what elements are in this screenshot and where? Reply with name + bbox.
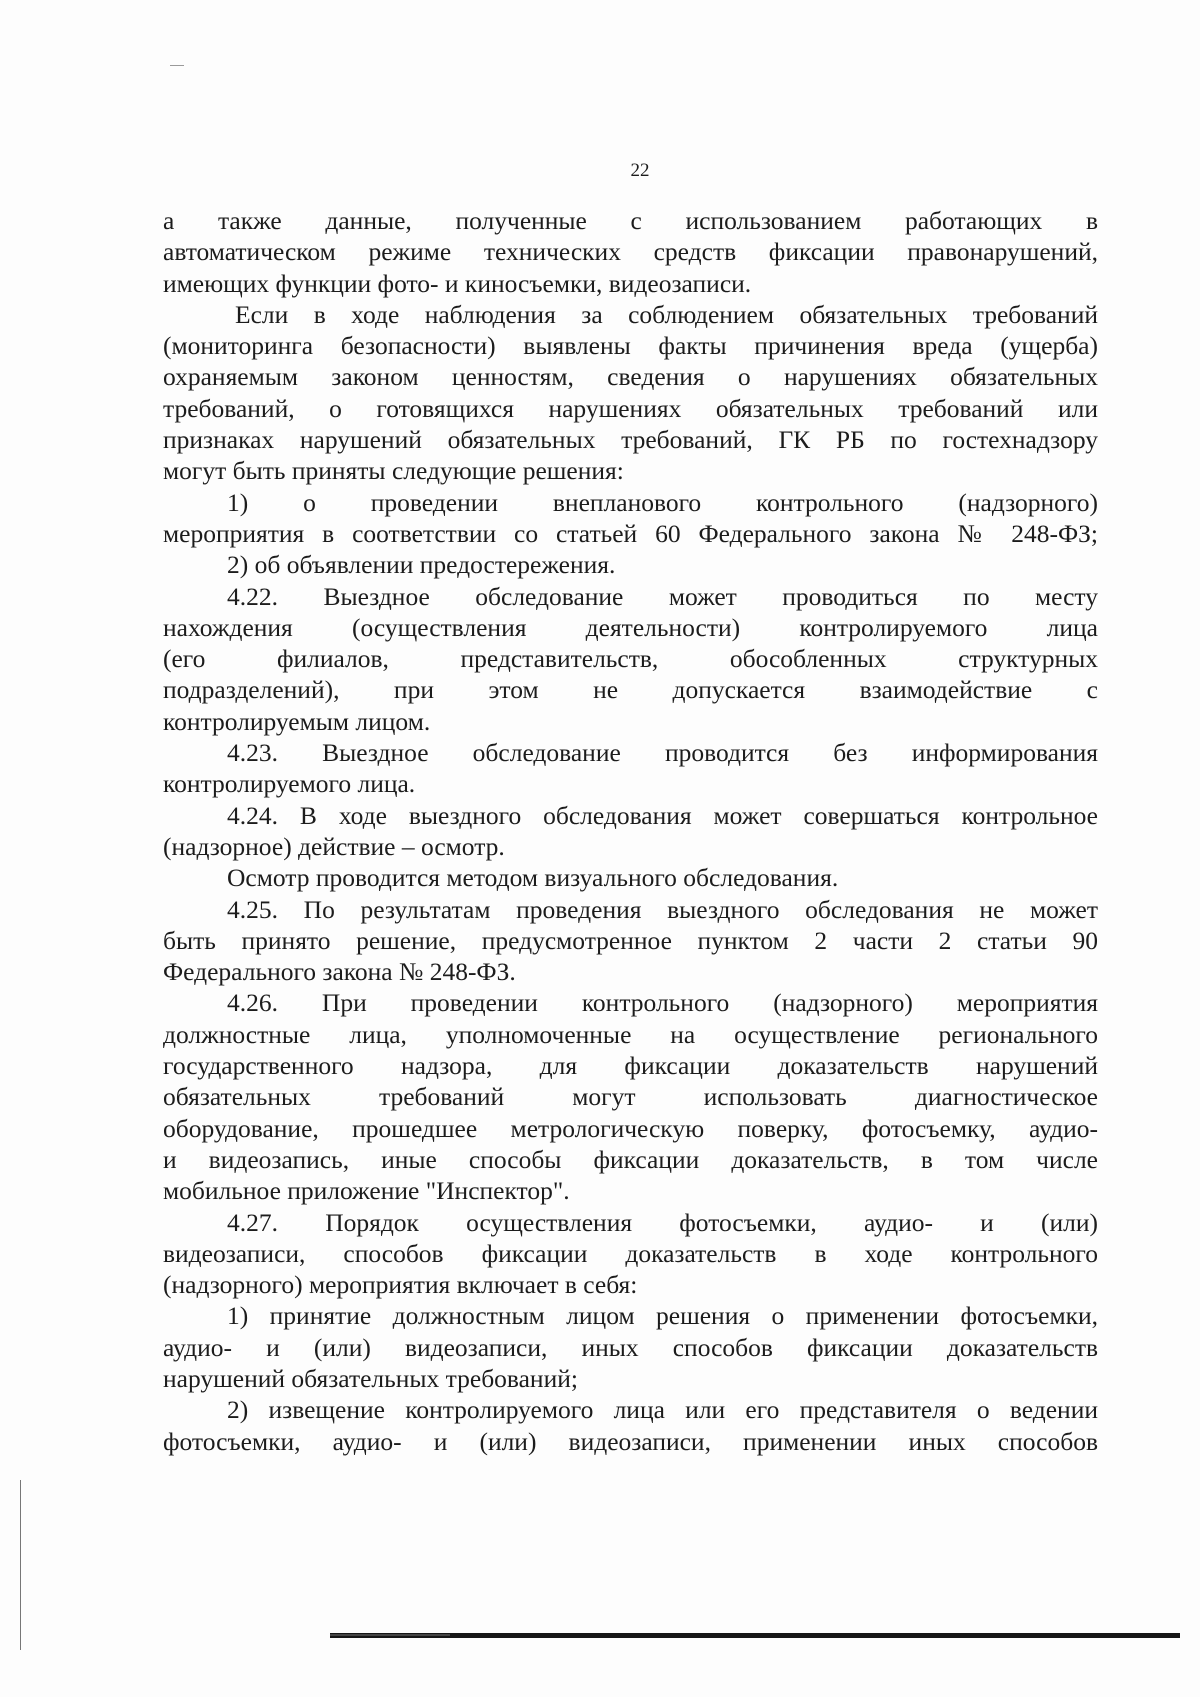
scan-edge-line [20,1480,21,1650]
text-line: Если в ходе наблюдения за соблюдением обязательных требований [235,299,1098,329]
text-line: должностные лица, уполномоченные на осуществление регионального [163,1019,1098,1049]
text-line: мобильное приложение "Инспектор". [163,1176,570,1206]
text-line: охраняемым законом ценностям, сведения о нарушениях обязательных [163,362,1098,392]
text-line: автоматическом режиме технических средств фиксации правонарушений, [163,237,1098,267]
text-line: (надзорного) мероприятия включает в себя: [163,1270,638,1300]
text-line: 4.24. В ходе выездного обследования может совершаться контрольное [227,800,1098,830]
text-line: и видеозапись, иные способы фиксации доказательств, в том числе [163,1144,1098,1174]
text-line: признаках нарушений обязательных требований, ГК РБ по гостехнадзору [163,425,1098,455]
text-line: Осмотр проводится методом визуального обследования. [227,863,839,893]
text-line: Федерального закона № 248-ФЗ. [163,957,516,987]
text-line: могут быть приняты следующие решения: [163,456,624,486]
text-line: 2) извещение контролируемого лица или его представителя о ведении [227,1395,1098,1425]
text-line: обязательных требований могут использовать диагностическое [163,1082,1098,1112]
text-line: 1) принятие должностным лицом решения о применении фотосъемки, [227,1301,1098,1331]
text-line: государственного надзора, для фиксации доказательств нарушений [163,1051,1098,1081]
bottom-rule [330,1633,1180,1638]
text-line: аудио- и (или) видеозаписи, иных способов фиксации доказательств [163,1332,1098,1362]
body-text [163,205,1098,1457]
text-line: нахождения (осуществления деятельности) контролируемого лица [163,612,1098,642]
text-line: 2) об объявлении предостережения. [227,550,616,580]
text-line: фотосъемки, аудио- и (или) видеозаписи, применении иных способов [163,1426,1098,1456]
text-line: подразделений), при этом не допускается взаимодействие с [163,675,1098,705]
text-line: (надзорное) действие – осмотр. [163,831,505,861]
text-line: (его филиалов, представительств, обособленных структурных [163,644,1098,674]
text-line: видеозаписи, способов фиксации доказательств в ходе контрольного [163,1238,1098,1268]
page-number: 22 [630,160,650,181]
text-line: нарушений обязательных требований; [163,1363,578,1393]
text-line: а также данные, полученные с использованием работающих в [163,206,1098,235]
text-line: 4.25. По результатам проведения выездного обследования не может [227,894,1098,924]
text-line: имеющих функции фото- и киносъемки, видеозаписи. [163,268,752,298]
text-line: 4.23. Выездное обследование проводится без информирования [227,738,1098,768]
text-line: 4.27. Порядок осуществления фотосъемки, аудио- и (или) [227,1207,1098,1237]
text-line: контролируемым лицом. [163,706,431,736]
text-line: оборудование, прошедшее метрологическую поверку, фотосъемку, аудио- [163,1113,1098,1143]
text-line: контролируемого лица. [163,769,416,799]
text-line: (мониторинга безопасности) выявлены факты причинения вреда (ущерба) [163,331,1098,361]
text-line: 4.26. При проведении контрольного (надзорного) мероприятия [227,988,1098,1018]
text-line: мероприятия в соответствии со статьей 60 Федерального закона № 248-ФЗ; [163,518,1098,548]
text-line: требований, о готовящихся нарушениях обязательных требований или [163,393,1098,423]
text-line: быть принято решение, предусмотренное пунктом 2 части 2 статьи 90 [163,925,1098,955]
text-line: 4.22. Выездное обследование может проводиться по месту [227,581,1098,611]
text-line: 1) о проведении внепланового контрольного (надзорного) [227,487,1098,517]
scan-artifact-mark [170,65,184,66]
